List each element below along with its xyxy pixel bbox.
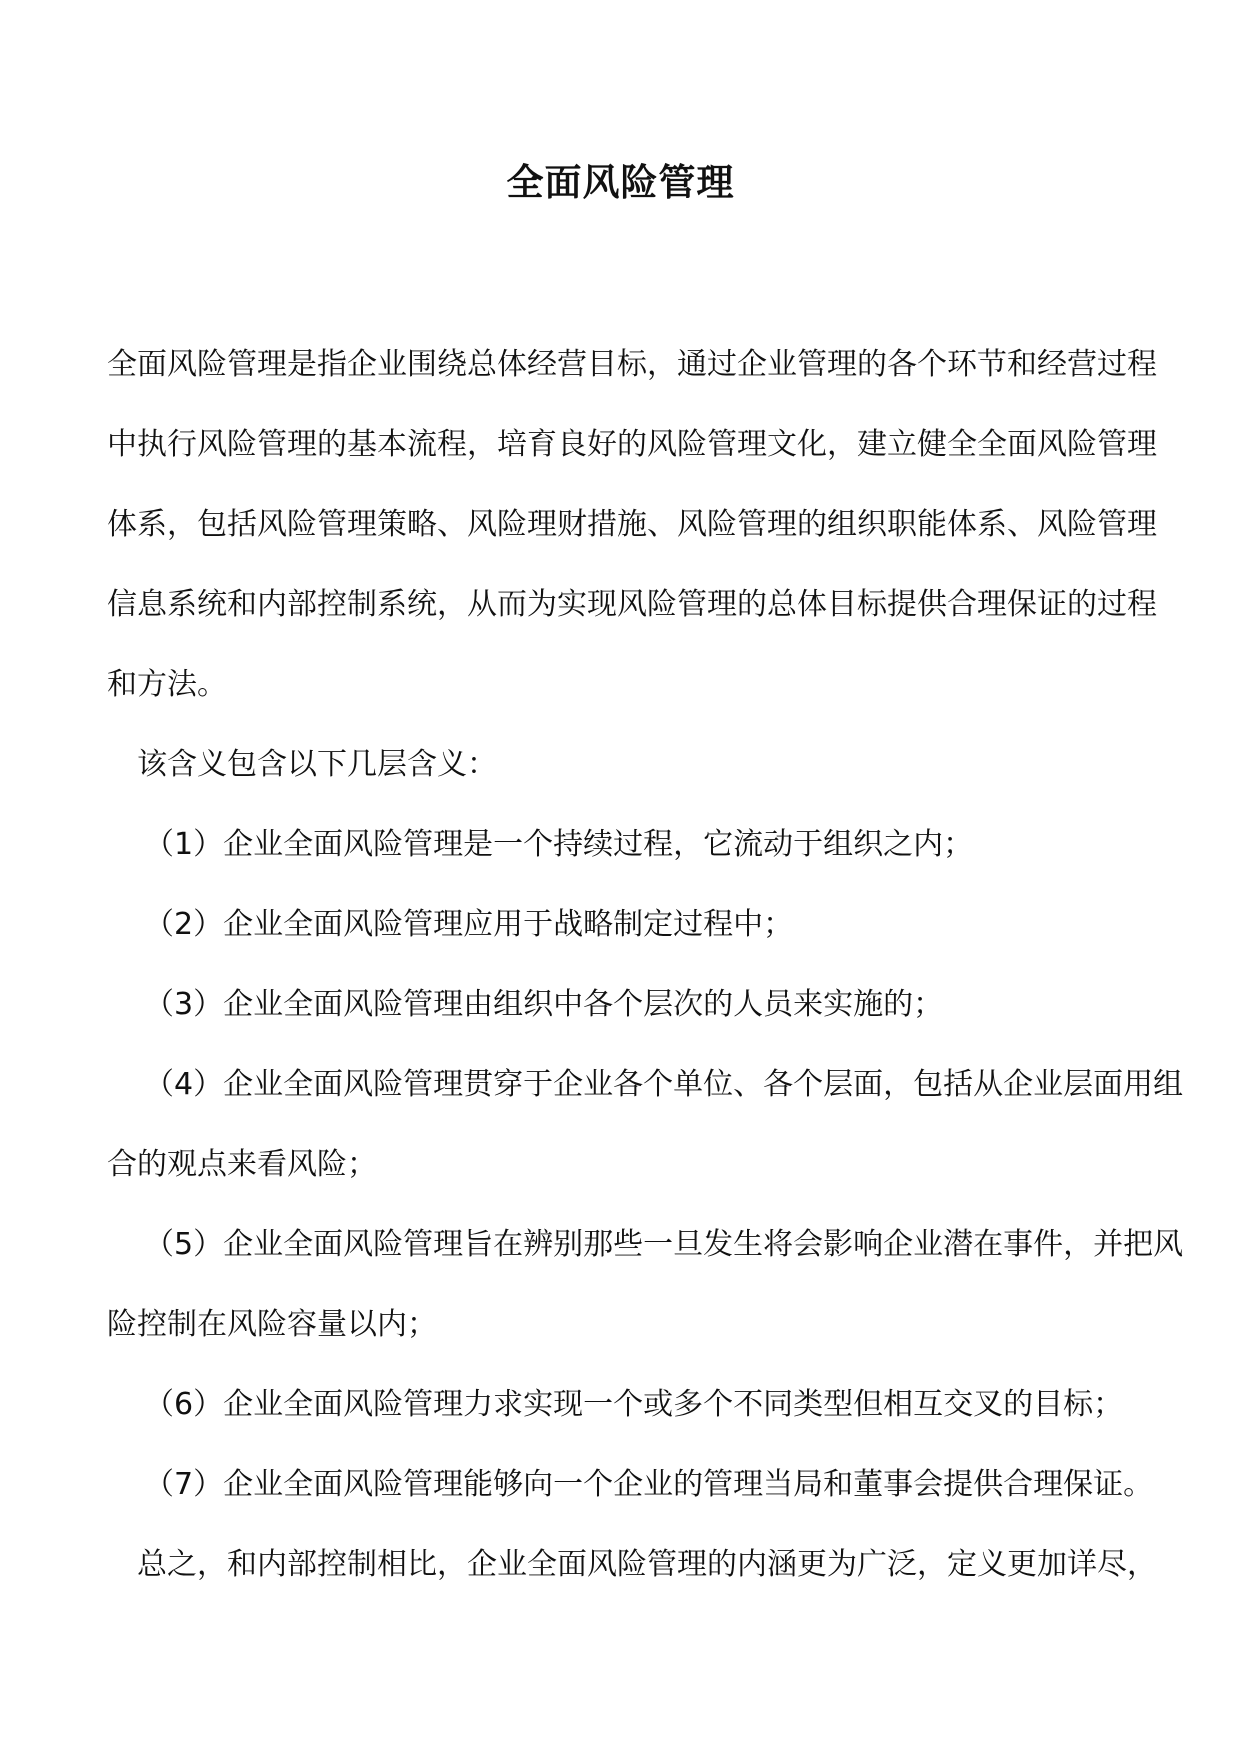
body-line-3: 体系，包括风险管理策略、风险理财措施、风险管理的组织职能体系、风险管理 (107, 507, 1157, 542)
list-item-2: （2）企业全面风险管理应用于战略制定过程中； (144, 907, 794, 942)
list-item-4-line-2: 合的观点来看风险； (107, 1147, 377, 1182)
conclusion-line-1: 总之，和内部控制相比，企业全面风险管理的内涵更为广泛，定义更加详尽， (137, 1547, 1157, 1582)
list-item-6: （6）企业全面风险管理力求实现一个或多个不同类型但相互交叉的目标； (144, 1387, 1124, 1422)
body-line-5: 和方法。 (107, 667, 227, 702)
body-line-4: 信息系统和内部控制系统，从而为实现风险管理的总体目标提供合理保证的过程 (107, 587, 1157, 622)
list-item-7: （7）企业全面风险管理能够向一个企业的管理当局和董事会提供合理保证。 (144, 1467, 1154, 1502)
list-item-1: （1）企业全面风险管理是一个持续过程，它流动于组织之内； (144, 827, 974, 862)
meaning-intro: 该含义包含以下几层含义： (137, 747, 497, 782)
body-line-1: 全面风险管理是指企业围绕总体经营目标，通过企业管理的各个环节和经营过程 (107, 347, 1157, 382)
list-item-4-line-1: （4）企业全面风险管理贯穿于企业各个单位、各个层面，包括从企业层面用组 (144, 1067, 1184, 1102)
body-line-2: 中执行风险管理的基本流程，培育良好的风险管理文化，建立健全全面风险管理 (107, 427, 1157, 462)
list-item-5-line-2: 险控制在风险容量以内； (107, 1307, 437, 1342)
document-title: 全面风险管理 (506, 161, 735, 204)
list-item-3: （3）企业全面风险管理由组织中各个层次的人员来实施的； (144, 987, 944, 1022)
list-item-5-line-1: （5）企业全面风险管理旨在辨别那些一旦发生将会影响企业潜在事件，并把风 (144, 1227, 1184, 1262)
